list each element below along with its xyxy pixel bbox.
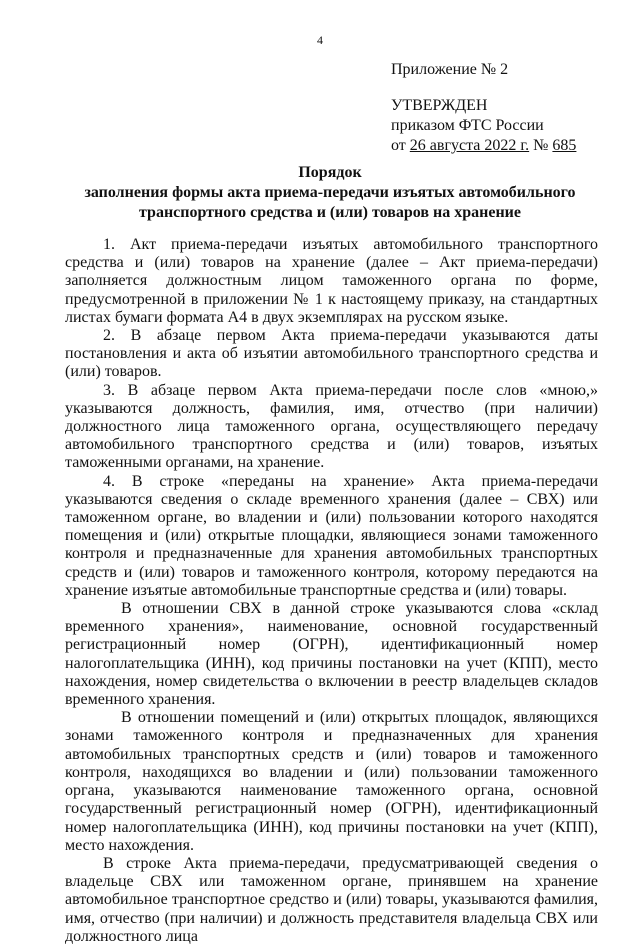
paragraph-4-svh: В отношении СВХ в данной строке указываются слова «склад временного хранения», наименование, основной государственный регистрационный номер (ОГРН), идентификационный номер налогоплательщика (ИНН), код причины постановки на учет (КПП), место нахождения, номер свидетельства о включении в реестр владельцев складов временного хранения. <box>65 600 598 709</box>
page-number: 4 <box>317 33 323 47</box>
approval-date-line <box>391 136 576 156</box>
paragraph-1: 1. Акт приема-передачи изъятых автомобильного транспортного средства и (или) товаров на хранение (далее – Акт приема-передачи) заполняется должностным лицом таможенного органа по форме, предусмотренной в приложении № 1 к настоящему приказу, на стандартных листах бумаги формата А4 в двух экземплярах на русском языке. <box>65 236 598 326</box>
approval-order: приказом ФТС России <box>391 117 544 134</box>
order-number: 685 <box>552 137 577 154</box>
approval-block <box>391 96 576 156</box>
heading-title: Порядок <box>298 164 362 181</box>
appendix-label: Приложение № 2 <box>391 61 509 78</box>
date-prefix: от <box>391 137 410 154</box>
number-prefix: № <box>529 137 553 154</box>
approval-title: УТВЕРЖДЕН <box>391 97 488 114</box>
document-body <box>65 236 598 946</box>
order-date: 26 августа 2022 г. <box>409 137 530 154</box>
document-heading <box>60 163 600 223</box>
heading-subtitle: заполнения формы акта приема-передачи изъятых автомобильного транспортного средства и (или) товаров на хранение <box>84 184 576 221</box>
paragraph-3: 3. В абзаце первом Акта приема-передачи после слов «мною,» указываются должность, фамилия, имя, отчество (при наличии) должностного лица таможенного органа, осуществляющего передачу автомобильного транспортного средства и (или) товаров, изъятых таможенными органами, на хранение. <box>65 381 598 472</box>
paragraph-4-premises: В отношении помещений и (или) открытых площадок, являющихся зонами таможенного контроля и предназначенных для хранения автомобильных транспортных средств и (или) товаров и таможенного контроля, находящихся во владении и (или) пользовании таможенного органа, указываются наименование таможенного органа, основной государственный регистрационный номер (ОГРН), идентификационный номер налогоплательщика (ИНН), код причины постановки на учет (КПП), место нахождения. <box>65 709 598 854</box>
paragraph-2: 2. В абзаце первом Акта приема-передачи указываются даты постановления и акта об изъятии автомобильного транспортного средства и (или) товаров. <box>65 327 598 381</box>
paragraph-4: 4. В строке «переданы на хранение» Акта приема-передачи указываются сведения о складе временного хранения (далее – СВХ) или таможенном органе, во владении и (или) пользовании которого находятся помещения и (или) открытые площадки, являющиеся зонами таможенного контроля и предназначенные для хранения автомобильных транспортных средств и (или) товаров и таможенного контроля, которому передаются на хранение изъятые автомобильные транспортные средства и (или) товары. <box>65 472 598 599</box>
paragraph-5: В строке Акта приема-передачи, предусматривающей сведения о владельце СВХ или таможенном органе, принявшем на хранение автомобильное транспортное средство и (или) товары, указываются фамилия, имя, отчество (при наличии) и должность представителя владельца СВХ или должностного лица <box>65 854 598 945</box>
